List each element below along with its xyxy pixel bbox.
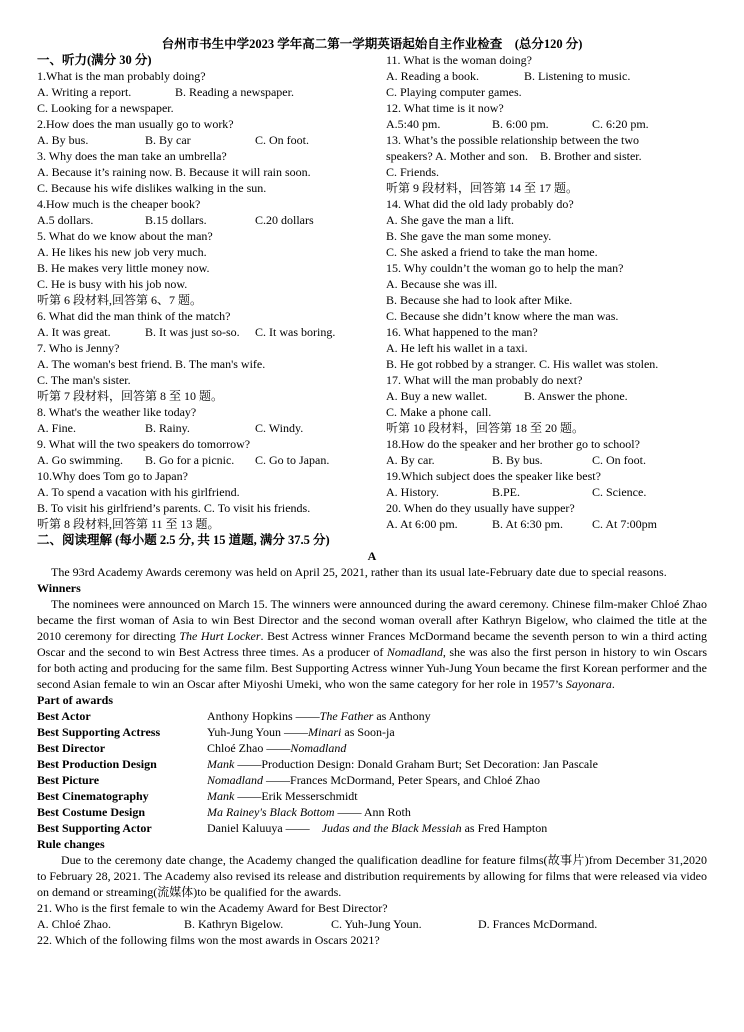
answer-option: A. He likes his new job very much. bbox=[37, 245, 207, 259]
answer-option: B. It was just so-so. bbox=[145, 325, 240, 339]
award-person: Anthony Hopkins —— bbox=[207, 709, 320, 723]
award-detail: ——Frances McDormand, Peter Spears, and Chloé Zhao bbox=[263, 773, 540, 787]
award-winner bbox=[207, 740, 346, 756]
section-instruction: 听第 9 段材料，回答第 14 至 17 题。 bbox=[386, 181, 579, 195]
answer-option: B.15 dollars. bbox=[145, 213, 207, 227]
award-winner bbox=[207, 772, 540, 788]
award-detail: as Anthony bbox=[373, 709, 431, 723]
award-winner bbox=[207, 724, 395, 740]
award-person: Chloé Zhao —— bbox=[207, 741, 291, 755]
answer-option: B. To visit his girlfriend’s parents. C. To visit his friends. bbox=[37, 501, 311, 515]
answer-option: C. Playing computer games. bbox=[386, 85, 522, 99]
answer-option: A. History. bbox=[386, 485, 439, 499]
question-stem: 14. What did the old lady probably do? bbox=[386, 197, 574, 211]
question-stem: 12. What time is it now? bbox=[386, 101, 504, 115]
answer-option: A. Chloé Zhao. bbox=[37, 917, 111, 931]
option-row bbox=[37, 132, 380, 148]
answer-option: B. He makes very little money now. bbox=[37, 261, 210, 275]
answer-option: B. 6:00 pm. bbox=[492, 117, 549, 131]
answer-option: B. By bus. bbox=[492, 453, 543, 467]
option-row bbox=[37, 84, 380, 100]
question-stem: 10.Why does Tom go to Japan? bbox=[37, 469, 188, 483]
question-stem: 13. What’s the possible relationship between the two bbox=[386, 133, 640, 147]
answer-option: C. At 7:00pm bbox=[592, 517, 658, 531]
question-stem: 2.How does the man usually go to work? bbox=[37, 117, 234, 131]
answer-option: C. Because she didn’t know where the man was. bbox=[386, 309, 619, 323]
question-stem: 16. What happened to the man? bbox=[386, 325, 538, 339]
option-row bbox=[386, 388, 707, 404]
answer-option: A. She gave the man a lift. bbox=[386, 213, 514, 227]
answer-option: A. Because it’s raining now. bbox=[37, 165, 173, 179]
answer-option: C. On foot. bbox=[592, 453, 646, 467]
answer-option: C. It was boring. bbox=[255, 325, 336, 339]
answer-option: B. Kathryn Bigelow. bbox=[184, 917, 284, 931]
answer-option: A. He left his wallet in a taxi. bbox=[386, 341, 528, 355]
award-winner bbox=[207, 788, 358, 804]
answer-option: C. Because his wife dislikes walking in the sun. bbox=[37, 181, 267, 195]
option-row bbox=[37, 324, 380, 340]
award-detail: as Fred Hampton bbox=[461, 821, 548, 835]
reading-heading: 二、阅读理解 (每小题 2.5 分, 共 15 道题, 满分 37.5 分) bbox=[37, 533, 330, 547]
option-row bbox=[386, 116, 707, 132]
winners-paragraph: The nominees were announced on March 15. The winners were announced during the award ceremony. Chinese film-maker Chloé Zhao became the first woman of Asia to win Best Director and the second woman overall after Kathryn Bigelow, who claimed the title at the 2010 ceremony for directing The Hurt Locker. Best Actress winner Frances McDormand became the seventh person to win a third acting Oscar and the second to win Best Actress three times. As a producer of Nomadland, she was also the first person in history to win Oscars for both acting and producing for the same film. Best Supporting Actress winner Yuh-Jung Youn became the first Korean performer and the second Asian female to win an Oscar after Miyoshi Umeki, who won the same category for her role in 1957’s Sayonara. bbox=[37, 597, 708, 691]
question-stem: 7. Who is Jenny? bbox=[37, 341, 120, 355]
answer-option: C. He is busy with his job now. bbox=[37, 277, 188, 291]
award-category: Best Cinematography bbox=[37, 789, 149, 803]
award-film: Minari bbox=[308, 725, 342, 739]
question-stem: 15. Why couldn’t the woman go to help the man? bbox=[386, 261, 624, 275]
section-instruction: 听第 6 段材料,回答第 6、7 题。 bbox=[37, 293, 203, 307]
award-detail: as Soon-ja bbox=[341, 725, 395, 739]
question-21-options bbox=[37, 916, 707, 932]
answer-option: C. Science. bbox=[592, 485, 647, 499]
award-winner bbox=[207, 820, 547, 836]
answer-option: A. By car. bbox=[386, 453, 435, 467]
answer-option: A. It was great. bbox=[37, 325, 111, 339]
question-stem: 1.What is the man probably doing? bbox=[37, 69, 206, 83]
answer-option: B. He got robbed by a stranger. C. His wallet was stolen. bbox=[386, 357, 659, 371]
option-row bbox=[386, 68, 707, 84]
answer-option: C.20 dollars bbox=[255, 213, 314, 227]
award-row bbox=[37, 740, 707, 756]
answer-option: A.5 dollars. bbox=[37, 213, 94, 227]
award-row bbox=[37, 804, 707, 820]
answer-option: A. By bus. bbox=[37, 133, 89, 147]
exam-title: 台州市书生中学2023 学年高二第一学期英语起始自主作业检查 (总分120 分) bbox=[161, 37, 583, 51]
question-stem: 19.Which subject does the speaker like best? bbox=[386, 469, 601, 483]
award-person: Daniel Kaluuya —— bbox=[207, 821, 322, 835]
option-row bbox=[37, 420, 380, 436]
answer-option: A. To spend a vacation with his girlfriend. bbox=[37, 485, 240, 499]
award-category: Best Actor bbox=[37, 709, 91, 723]
answer-option: A. Go swimming. bbox=[37, 453, 124, 467]
question-stem: 5. What do we know about the man? bbox=[37, 229, 213, 243]
award-row bbox=[37, 708, 707, 724]
award-row bbox=[37, 772, 707, 788]
listening-heading: 一、听力(满分 30 分) bbox=[37, 53, 152, 67]
answer-option: B. She gave the man some money. bbox=[386, 229, 552, 243]
question-stem: 6. What did the man think of the match? bbox=[37, 309, 231, 323]
award-film: The Father bbox=[319, 709, 374, 723]
award-film: Nomadland bbox=[207, 773, 264, 787]
award-category: Best Production Design bbox=[37, 757, 157, 771]
awards-list bbox=[37, 708, 707, 836]
award-category: Best Supporting Actor bbox=[37, 821, 152, 835]
option-row bbox=[37, 356, 380, 372]
answer-option: B. Because it will rain soon. bbox=[175, 165, 311, 179]
awards-heading: Part of awards bbox=[37, 693, 113, 707]
answer-option: speakers? A. Mother and son. B. Brother and sister. bbox=[386, 149, 642, 163]
answer-option: B. By car bbox=[145, 133, 191, 147]
answer-option: C. Friends. bbox=[386, 165, 440, 179]
answer-option: B. Because she had to look after Mike. bbox=[386, 293, 573, 307]
answer-option: A. Fine. bbox=[37, 421, 76, 435]
award-category: Best Picture bbox=[37, 773, 100, 787]
answer-option: A. Buy a new wallet. bbox=[386, 389, 488, 403]
winners-heading: Winners bbox=[37, 581, 81, 595]
section-instruction: 听第 7 段材料，回答第 8 至 10 题。 bbox=[37, 389, 224, 403]
listening-left-column bbox=[37, 52, 380, 532]
award-winner bbox=[207, 756, 598, 772]
rules-paragraph: Due to the ceremony date change, the Academy changed the qualification deadline for feature films(故事片)from December 31,2020 to February 28, 2021. The Academy also revised its release and distribution requirements by allowing for films that were released via video on demand or streaming(流媒体)to be qualified for the awards. bbox=[37, 853, 707, 899]
option-row bbox=[386, 484, 707, 500]
passage-intro: The 93rd Academy Awards ceremony was held on April 25, 2021, rather than its usual late-February date due to special reasons. bbox=[51, 565, 667, 579]
award-film: Mank bbox=[207, 789, 235, 803]
award-detail: —— Ann Roth bbox=[334, 805, 411, 819]
award-row bbox=[37, 756, 707, 772]
section-instruction: 听第 8 段材料,回答第 11 至 13 题。 bbox=[37, 517, 220, 531]
award-row bbox=[37, 724, 707, 740]
option-row bbox=[37, 212, 380, 228]
award-film: Nomadland bbox=[290, 741, 347, 755]
answer-option: C. Looking for a newspaper. bbox=[37, 101, 174, 115]
answer-option: B. Listening to music. bbox=[524, 69, 631, 83]
rules-heading: Rule changes bbox=[37, 837, 105, 851]
answer-option: C. She asked a friend to take the man home. bbox=[386, 245, 598, 259]
award-row bbox=[37, 820, 707, 836]
award-category: Best Director bbox=[37, 741, 106, 755]
award-category: Best Supporting Actress bbox=[37, 725, 161, 739]
question-stem: 17. What will the man probably do next? bbox=[386, 373, 583, 387]
answer-option: B. The man's wife. bbox=[175, 357, 266, 371]
answer-option: A. The woman's best friend. bbox=[37, 357, 173, 371]
award-winner bbox=[207, 804, 411, 820]
award-film: Ma Rainey's Black Bottom bbox=[207, 805, 335, 819]
answer-option: C. 6:20 pm. bbox=[592, 117, 649, 131]
question-22: 22. Which of the following films won the most awards in Oscars 2021? bbox=[37, 933, 380, 947]
award-film: Mank bbox=[207, 757, 235, 771]
answer-option: D. Frances McDormand. bbox=[478, 917, 598, 931]
answer-option: B. Reading a newspaper. bbox=[175, 85, 294, 99]
award-row bbox=[37, 788, 707, 804]
answer-option: A. Writing a report. bbox=[37, 85, 132, 99]
answer-option: C. Go to Japan. bbox=[255, 453, 330, 467]
award-film: Judas and the Black Messiah bbox=[321, 821, 462, 835]
answer-option: B. Go for a picnic. bbox=[145, 453, 235, 467]
question-21: 21. Who is the first female to win the Academy Award for Best Director? bbox=[37, 901, 388, 915]
listening-right-column bbox=[386, 52, 707, 532]
answer-option: C. On foot. bbox=[255, 133, 309, 147]
answer-option: A.5:40 pm. bbox=[386, 117, 441, 131]
award-detail: ——Production Design: Donald Graham Burt; Set Decoration: Jan Pascale bbox=[234, 757, 598, 771]
answer-option: A. At 6:00 pm. bbox=[386, 517, 458, 531]
question-stem: 18.How do the speaker and her brother go to school? bbox=[386, 437, 640, 451]
option-row bbox=[37, 164, 380, 180]
option-row bbox=[37, 452, 380, 468]
question-stem: 11. What is the woman doing? bbox=[386, 53, 532, 67]
award-category: Best Costume Design bbox=[37, 805, 145, 819]
question-stem: 4.How much is the cheaper book? bbox=[37, 197, 201, 211]
award-winner bbox=[207, 708, 431, 724]
listening-columns bbox=[37, 52, 707, 532]
question-stem: 9. What will the two speakers do tomorrow? bbox=[37, 437, 251, 451]
question-stem: 8. What's the weather like today? bbox=[37, 405, 197, 419]
question-stem: 3. Why does the man take an umbrella? bbox=[37, 149, 227, 163]
answer-option: B. At 6:30 pm. bbox=[492, 517, 564, 531]
answer-option: B. Rainy. bbox=[145, 421, 190, 435]
award-detail: ——Erik Messerschmidt bbox=[234, 789, 358, 803]
answer-option: C. The man's sister. bbox=[37, 373, 131, 387]
section-instruction: 听第 10 段材料，回答第 18 至 20 题。 bbox=[386, 421, 585, 435]
answer-option: A. Because she was ill. bbox=[386, 277, 498, 291]
option-row bbox=[386, 516, 707, 532]
question-stem: 20. When do they usually have supper? bbox=[386, 501, 575, 515]
passage-label: A bbox=[367, 549, 377, 563]
answer-option: C. Yuh-Jung Youn. bbox=[331, 917, 422, 931]
answer-option: C. Make a phone call. bbox=[386, 405, 492, 419]
option-row bbox=[386, 452, 707, 468]
exam-page bbox=[37, 37, 707, 948]
reading-section bbox=[37, 532, 707, 948]
answer-option: C. Windy. bbox=[255, 421, 304, 435]
answer-option: B. Answer the phone. bbox=[524, 389, 628, 403]
answer-option: B.PE. bbox=[492, 485, 521, 499]
answer-option: A. Reading a book. bbox=[386, 69, 479, 83]
award-person: Yuh-Jung Youn —— bbox=[207, 725, 309, 739]
